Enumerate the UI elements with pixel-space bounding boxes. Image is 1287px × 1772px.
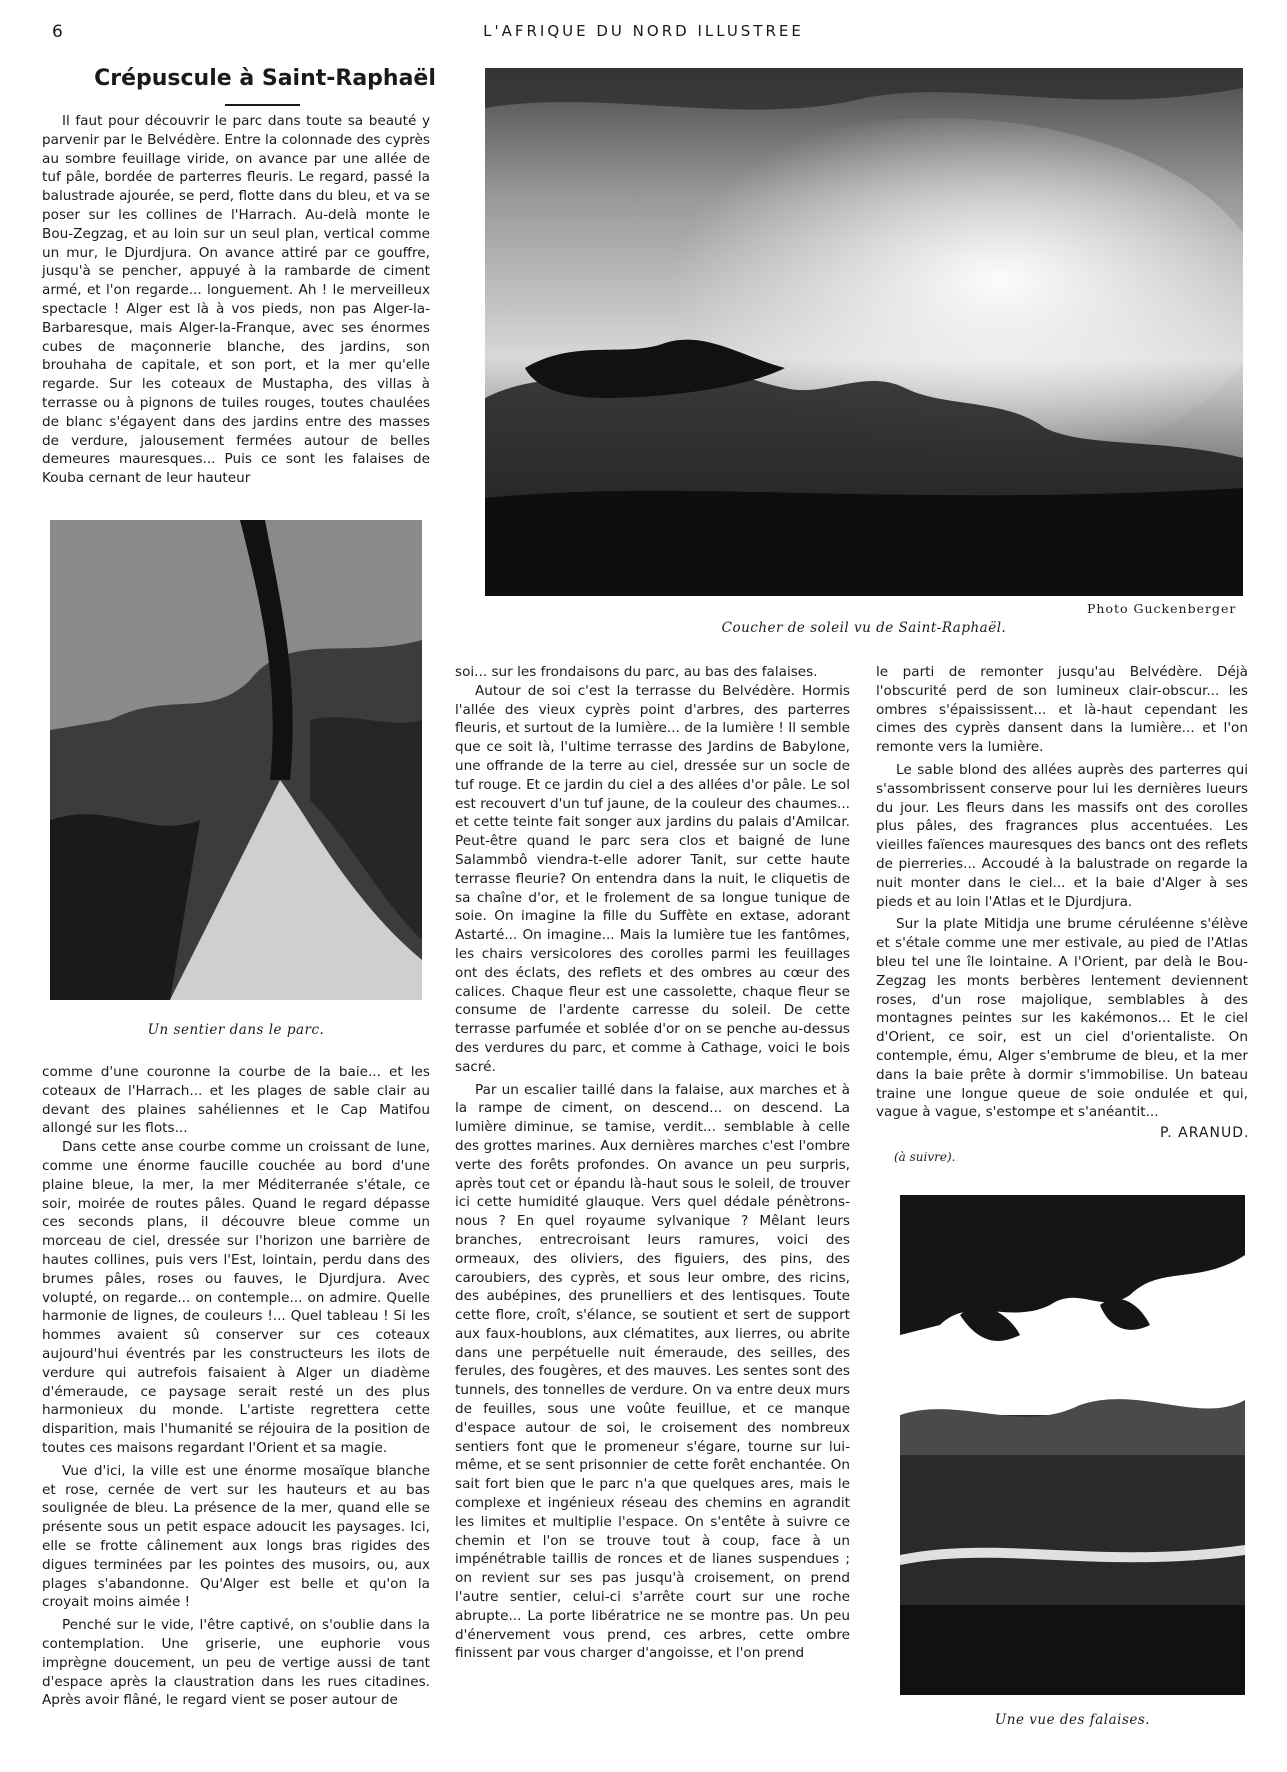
path-photo-graphic — [50, 520, 422, 1000]
sunset-photo — [485, 68, 1243, 596]
paragraph: Vue d'ici, la ville est une énorme mosaïque blanche et rose, cernée de vert sur les hauteurs et au bas soulignée de bleu. La présence de la mer, quand elle se présente sous un petit espace adoucit les paysages. Ici, elle se frotte câlinement aux longs bras rigides des digues terminées par les pointes des musoirs, ou, aux plages s'abandonne. Qu'Alger est belle et qu'on la croyait moins aimée ! — [42, 1462, 430, 1611]
path-photo — [50, 520, 422, 1000]
sunset-photo-graphic — [485, 68, 1243, 596]
paragraph: le parti de remonter jusqu'au Belvédère. Déjà l'obscurité perd de son lumineux clair-obscur... les ombres s'épaississent... et là-haut cependant les cimes des cyprès dansent dans la lumière... et l'on remonte vers la lumière. — [876, 664, 1248, 756]
title-rule — [225, 104, 300, 106]
publication-title: L'AFRIQUE DU NORD ILLUSTREE — [483, 22, 804, 40]
paragraph: Autour de soi c'est la terrasse du Belvédère. Hormis l'allée des vieux cyprès point d'arbres, des parterres fleuris, et surtout de la lumière... de la lumière ! Il semble que ce soit là, l'ultime terrasse des Jardins de Babylone, une offrande de la terre au ciel, dressée sur un socle de tuf rouge. Et ce jardin du ciel a des allées d'or pâle. Le sol est recouvert d'un tuf jaune, de la couleur des chaumes... et cette teinte fait songer aux jardins du palais d'Amilcar. Peut-être quand le parc sera clos et baigné de lune Salammbô viendra-t-elle adorer Tanit, sur cette haute terrasse fleurie? On entendra dans la nuit, le cliquetis de sa chaîne d'or, et le frolement de sa longue tunique de soie. On imagine la fille du Suffète en extase, adorant Astarté... On imagine... Mais la lumière tue les fantômes, les chairs versicolores des corolles parmi les feuillages ont des éclats, des reflets et des ombres au cœur des calices. Chaque fleur est une cassolette, chaque fleur se consume de l'ardente carresse du soleil. De cette terrasse parfumée et soblée d'or on se penche au-dessus des verdures du parc, et comme à Cathage, voici le bois sacré. — [455, 682, 850, 1075]
column-2 — [455, 663, 850, 1663]
path-caption: Un sentier dans le parc. — [147, 1022, 325, 1038]
cliffs-caption: Une vue des falaises. — [994, 1712, 1151, 1728]
cliffs-photo — [900, 1195, 1245, 1695]
column-1-top — [42, 112, 430, 488]
paragraph: Dans cette anse courbe comme un croissant de lune, comme une énorme faucille couchée au bord d'une plaine bleue, la mer, la mer Méditerranée s'étale, ce soir, moirée de routes pâles. Quand le regard dépasse ces seconds plans, il découvre bleue comme un morceau de ciel, dressée sur l'horizon une barrière de hautes collines, puis vers l'Est, lointain, perdu dans des brumes pâles, roses ou fauves, le Djurdjura. Avec volupté, on regarde... on contemple... on admire. Quelle harmonie de lignes, de couleurs !... Quel tableau ! Si les hommes avaient sû conserver sur ces coteaux aujourd'hui éventrés par les constructeurs les ilots de verdure qui autrefois faisaient à Alger un diadème d'émeraude, ce paysage serait resté un des plus harmonieux du monde. L'artiste regrettera cette disparition, mais l'humanité se réjouira de la position de toutes ces maisons regardant l'Orient et sa magie. — [42, 1139, 430, 1456]
paragraph: Par un escalier taillé dans la falaise, aux marches et à la rampe de ciment, on descend... on descend. La lumière diminue, se tamise, verdit... semblable à celle des grottes marines. Aux dernières marches c'est l'ombre verte des forêts profondes. On avance un peu surpris, après tout cet or épandu là-haut sous le soleil, de trouver ici cette humidité glauque. Vers quel dédale pénètrons-nous ? En quel royaume sylvanique ? Mêlant leurs branches, entrecroisant leurs ramures, voici des ormeaux, des oliviers, des figuiers, des pins, des caroubiers, des cyprès, et sous leur ombre, des ricins, des aubépines, des prunelliers et des lentisques. Toute cette flore, croît, s'élance, se soutient et sert de support aux faux-houblons, aux clématites, aux lierres, ou abrite dans une perpétuelle nuit émeraude, des seilles, des ferules, des fougères, et des mauves. Les sentes sont des tunnels, des tonnelles de verdure. On va entre deux murs de feuilles, sous une voûte feuillue, et ce manque d'espace autour de soi, le croisement des nombreux sentiers font que le promeneur s'égare, tourne sur lui-même, et se sent prisonnier de cette forêt enchantée. On sait fort bien que le parc n'a que quelques ares, mais le complexe et ingénieux réseau des chemins en agrandit les limites et multiplie l'espace. On s'entête à suivre ce chemin et l'on se trouve tout à coup, face à un impénétrable taillis de ronces et de lianes suspendues ; on revient sur ses pas jusqu'à croisement, on prend l'autre sentier, celui-ci s'arrête court sur une roche abrupte... La porte libératrice ne se montre pas. Un peu d'énervement vous prend, ces arbres, cette ombre finissent par vous charger d'angoisse, et l'on prend — [455, 1081, 850, 1662]
paragraph: Il faut pour découvrir le parc dans toute sa beauté y parvenir par le Belvédère. Entre la colonnade des cyprès au sombre feuillage viride, on avance par une allée de tuf pâle, bordée de parterres fleuris. Le regard, passé la balustrade ajourée, se perd, flotte dans du bleu, et va se poser sur les collines de l'Harrach. Au-delà monte le Bou-Zegzag, et au loin sur un seul plan, vertical comme un mur, le Djurdjura. On avance attiré par ce gouffre, jusqu'à se pencher, appuyé à la rambarde de ciment armé, et l'on regarde... longuement. Ah ! le merveilleux spectacle ! Alger est là à vos pieds, non pas Alger-la-Barbaresque, mais Alger-la-Franque, avec ses énormes cubes de maçonnerie blanche, des jardins, son brouhaha de capitale, et son port, et la mer qu'elle regarde. Sur les coteaux de Mustapha, des villas à terrasse ou à pignons de tuiles rouges, toutes chaulées de blanc s'égayent dans des jardins entre des masses de verdure, jalousement fermées autour de belles demeures mauresques... Puis ce sont les falaises de Kouba cernant de leur hauteur — [42, 113, 430, 487]
paragraph: soi... sur les frondaisons du parc, au bas des falaises. — [455, 664, 818, 680]
paragraph: Le sable blond des allées auprès des parterres qui s'assombrissent conserve pour lui les dernières lueurs du jour. Les fleurs dans les massifs ont des corolles plus pâles, des fragrances plus accentuées. Les vieilles faïences mauresques des bancs ont des reflets de pierreries... Accoudé à la balustrade on regarde la nuit monter dans le ciel... et la baie d'Alger à ses pieds et au loin l'Atlas et le Djurdjura. — [876, 761, 1248, 910]
to-be-continued: (à suivre). — [894, 1150, 956, 1164]
column-3 — [876, 663, 1248, 1122]
column-1-bottom — [42, 1063, 430, 1710]
author-signature: P. ARANUD. — [1160, 1125, 1250, 1141]
article-title: Crépuscule à Saint-Raphaël — [94, 66, 436, 91]
paragraph: Penché sur le vide, l'être captivé, on s'oublie dans la contemplation. Une griserie, une euphorie vous imprègne doucement, un peu de vertige aussi de tant d'espace après la claustration dans les rues citadines. Après avoir flâné, le regard vient se poser autour de — [42, 1617, 430, 1709]
photo-credit: Photo Guckenberger — [1087, 601, 1237, 616]
cliffs-photo-graphic — [900, 1195, 1245, 1695]
sunset-caption: Coucher de soleil vu de Saint-Raphaël. — [721, 620, 1007, 636]
paragraph: Sur la plate Mitidja une brume céruléenne s'élève et s'étale comme une mer estivale, au pied de l'Atlas bleu tel une île lointaine. A l'Orient, par delà le Bou-Zegzag les monts berbères lentement deviennent roses, d'un rose majolique, semblables à des montagnes peintes sur les kakémonos... Et le ciel d'Orient, ce soir, est un ciel d'orientaliste. On contemple, ému, Alger s'embrume de bleu, et la mer dans la baie prête à dormir s'immobilise. Un bateau traine une longue queue de soie ondulée et qui, vague à vague, s'estompe et s'anéantit... — [876, 916, 1248, 1121]
page-number: 6 — [52, 22, 63, 42]
paragraph: comme d'une couronne la courbe de la baie... et les coteaux de l'Harrach... et les plages de sable clair au devant des plaines sahéliennes et le Cap Matifou allongé sur les flots... — [42, 1064, 430, 1137]
